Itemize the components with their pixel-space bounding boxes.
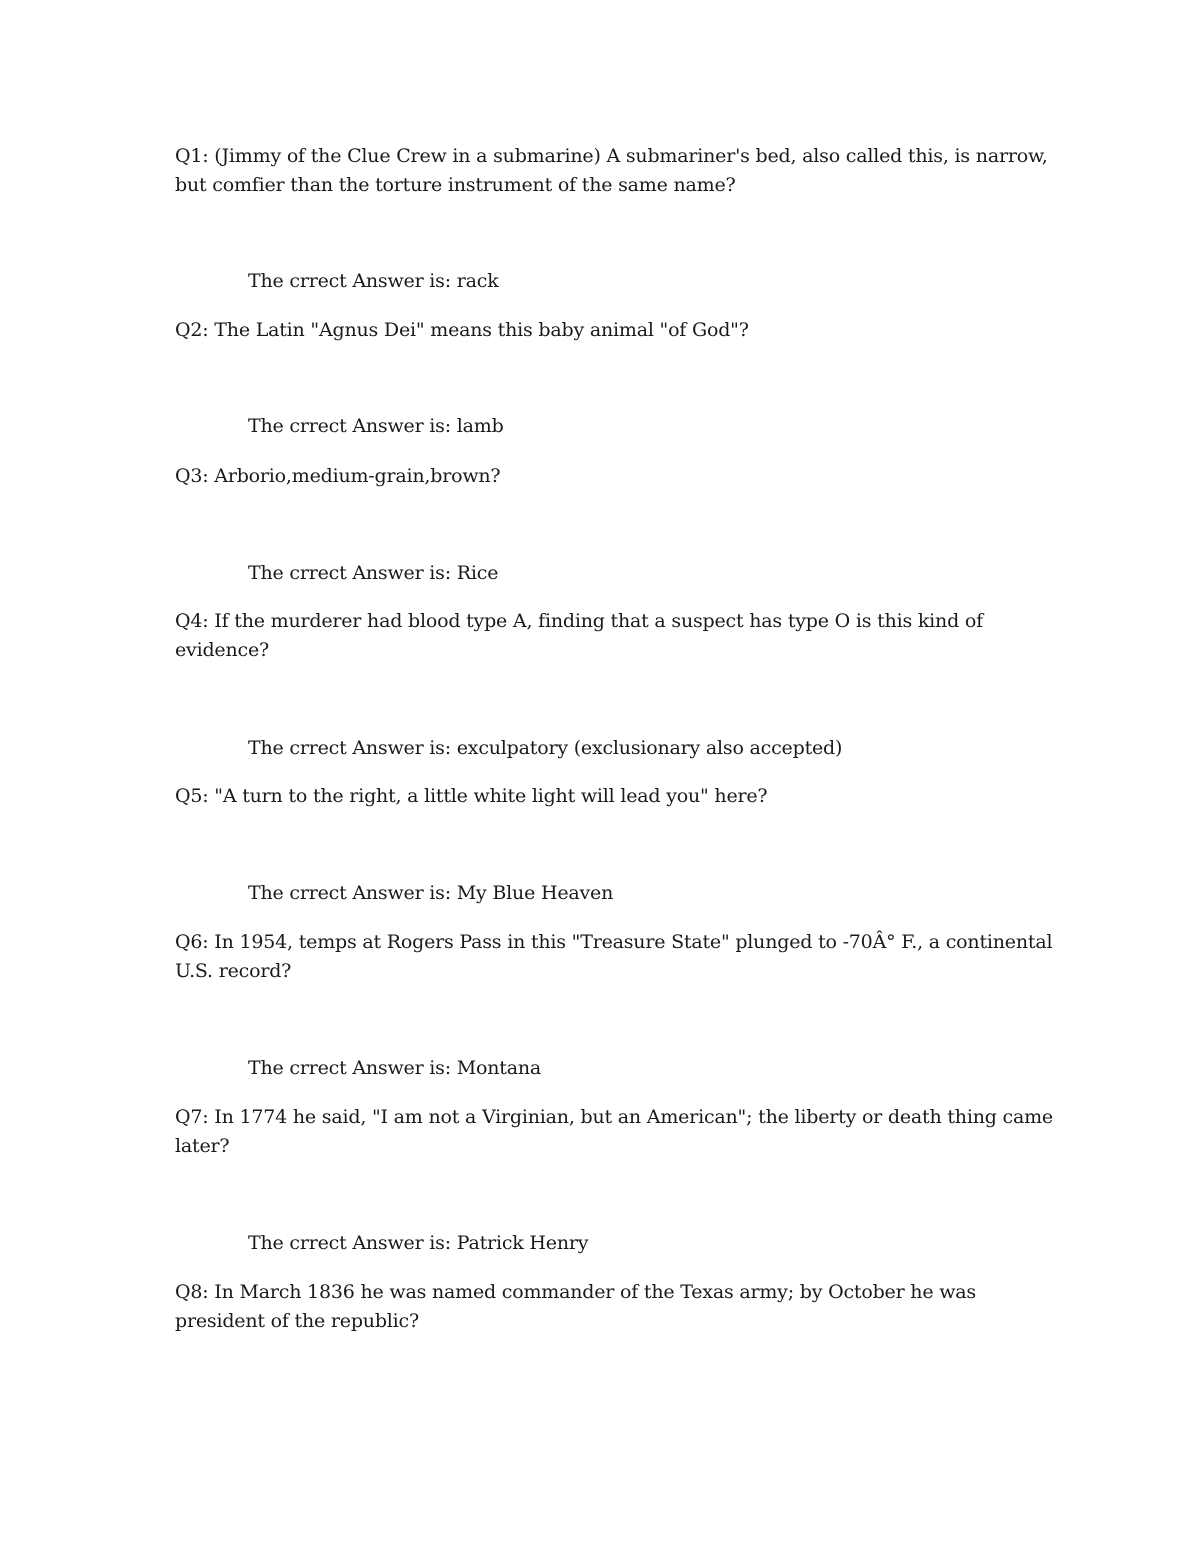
- answer-4: The crrect Answer is: exculpatory (exclusionary also accepted): [248, 737, 843, 759]
- answer-1: The crrect Answer is: rack: [248, 270, 499, 292]
- answer-5: The crrect Answer is: My Blue Heaven: [248, 882, 614, 904]
- answer-2: The crrect Answer is: lamb: [248, 415, 504, 437]
- question-4-line-1: Q4: If the murderer had blood type A, finding that a suspect has type O is this kind of: [175, 610, 983, 632]
- question-3-line-1: Q3: Arborio,medium-grain,brown?: [175, 465, 501, 487]
- question-2-line-1: Q2: The Latin "Agnus Dei" means this baby animal "of God"?: [175, 319, 749, 341]
- question-6-line-1: Q6: In 1954, temps at Rogers Pass in this "Treasure State" plunged to -70Â° F., a continental: [175, 931, 1053, 953]
- question-7-line-2: later?: [175, 1135, 230, 1157]
- question-8-line-1: Q8: In March 1836 he was named commander of the Texas army; by October he was: [175, 1281, 976, 1303]
- question-1-line-1: Q1: (Jimmy of the Clue Crew in a submarine) A submariner's bed, also called this, is narrow,: [175, 145, 1048, 167]
- answer-3: The crrect Answer is: Rice: [248, 562, 499, 584]
- question-1-line-2: but comfier than the torture instrument of the same name?: [175, 174, 736, 196]
- answer-6: The crrect Answer is: Montana: [248, 1057, 542, 1079]
- question-8-line-2: president of the republic?: [175, 1310, 419, 1332]
- question-5-line-1: Q5: "A turn to the right, a little white light will lead you" here?: [175, 785, 768, 807]
- question-6-line-2: U.S. record?: [175, 960, 292, 982]
- answer-7: The crrect Answer is: Patrick Henry: [248, 1232, 589, 1254]
- question-4-line-2: evidence?: [175, 639, 269, 661]
- question-7-line-1: Q7: In 1774 he said, "I am not a Virginian, but an American"; the liberty or death thing came: [175, 1106, 1053, 1128]
